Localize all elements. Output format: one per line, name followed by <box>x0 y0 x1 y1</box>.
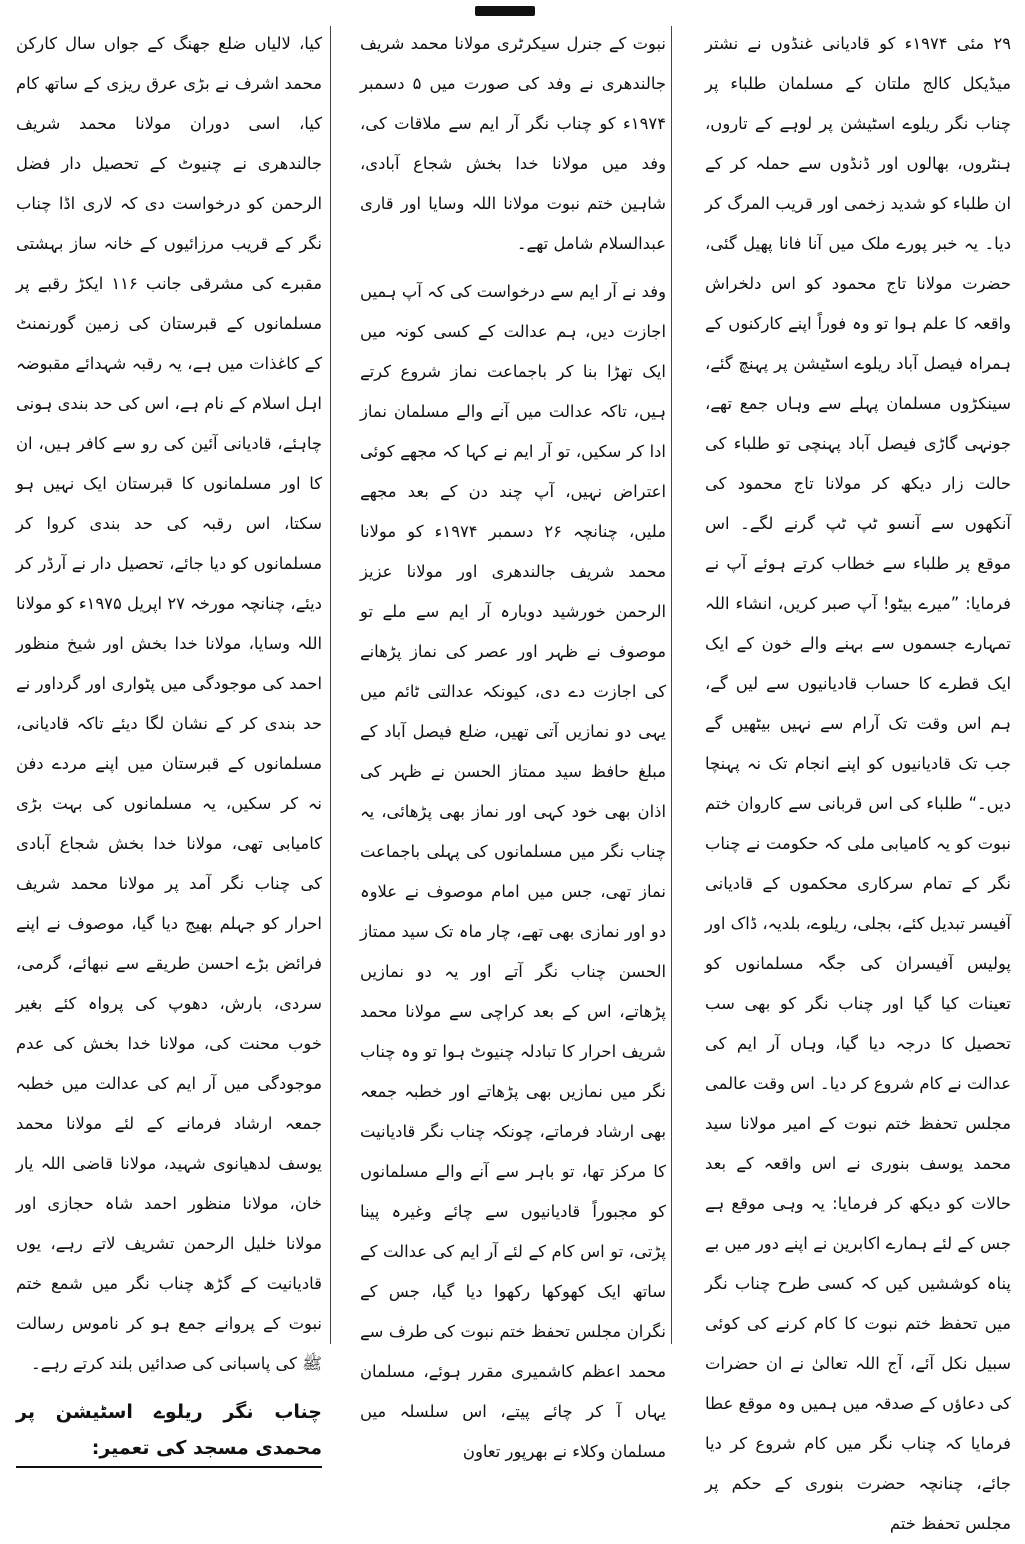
paragraph: وفد نے آر ایم سے درخواست کی کہ آپ ہمیں اجازت دیں، ہم عدالت کے کسی کونہ میں ایک تھڑا بنا کر باجماعت نماز شروع کرتے ہیں، تاکہ عدالت میں آنے والے مسلمان نماز ادا کر سکیں، تو آر ایم نے کہا کہ مجھے کوئی اعتراض نہیں، آپ چند دن کے بعد مجھے ملیں، چنانچہ ۲۶ دسمبر ۱۹۷۴ء کو مولانا محمد شریف جالندھری اور مولانا عزیز الرحمن خورشید دوبارہ آر ایم سے ملے تو موصوف نے ظہر اور عصر کی نماز پڑھانے کی اجازت دے دی، کیونکہ عدالتی ٹائم میں یہی دو نمازیں آتی تھیں، ضلع فیصل آباد کے مبلغ حافظ سید ممتاز الحسن نے ظہر کی اذان بھی خود کہی اور نماز بھی پڑھائی، یہ چناب نگر میں مسلمانوں کی پہلی باجماعت نماز تھی، جس میں امام موصوف نے علاوہ دو اور نمازی بھی تھے، چار ماہ تک سید ممتاز الحسن چناب نگر آتے اور یہ دو نمازیں پڑھاتے، اس کے بعد کراچی سے مولانا محمد شریف احرار کا تبادلہ چنیوٹ ہوا تو وہ چناب نگر میں نمازیں بھی پڑھاتے اور خطبہ جمعہ بھی ارشاد فرماتے، چونکہ چناب نگر قادیانیت کا مرکز تھا، تو باہر سے آنے والے مسلمانوں کو مجبوراً قادیانیوں سے چائے وغیرہ پینا پڑتی، تو اس کام کے لئے آر ایم کی عدالت کے ساتھ ایک کھوکھا رکھوا دیا گیا، جس کے نگران مجلس تحفظ ختم نبوت کی طرف سے محمد اعظم کاشمیری مقرر ہوئے، مسلمان یہاں آ کر چائے پیتے، اس سلسلہ میں مسلمان وکلاء نے بھرپور تعاون <box>360 282 666 1461</box>
text-column-left <box>10 24 328 1459</box>
column-divider <box>330 26 331 1344</box>
text-column-middle <box>354 24 672 1461</box>
paragraph: ۲۹ مئی ۱۹۷۴ء کو قادیانی غنڈوں نے نشتر میڈیکل کالج ملتان کے مسلمان طلباء پر چناب نگر ریلوے اسٹیشن پر لوہے کے تاروں، ہنٹروں، بھالوں اور ڈنڈوں سے حملہ کر کے ان طلباء کو شدید زخمی اور قریب المرگ کر دیا۔ یہ خبر پورے ملک میں آنا فانا پھیل گئی، حضرت مولانا تاج محمود کو اس دلخراش واقعہ کا علم ہوا تو وہ فوراً اپنے کارکنوں کے ہمراہ فیصل آباد ریلوے اسٹیشن پر پہنچ گئے، سینکڑوں مسلمان پہلے سے وہاں جمع تھے، جونہی گاڑی فیصل آباد پہنچی تو طلباء کی حالت زار دیکھ کر مولانا تاج محمود کی آنکھوں سے آنسو ٹپ ٹپ گرنے لگے۔ اس موقع پر طلباء سے خطاب کرتے ہوئے آپ نے فرمایا: ”میرے بیٹو! آپ صبر کریں، انشاء اللہ تمہارے جسموں سے بہنے والے خون کے ایک ایک قطرے کا حساب قادیانیوں سے لیں گے، ہم اس وقت تک آرام سے نہیں بیٹھیں گے جب تک قادیانیوں کو اپنے انجام تک نہ پہنچا دیں۔“ طلباء کی اس قربانی سے کاروان ختم نبوت کو یہ کامیابی ملی کہ حکومت نے چناب نگر کے تمام سرکاری محکموں کے قادیانی آفیسر تبدیل کئے، بجلی، ریلوے، بلدیہ، ڈاک اور پولیس آفیسران کی جگہ مسلمانوں کو تعینات کیا گیا اور چناب نگر کو بھی سب تحصیل کا درجہ دیا گیا، وہاں آر ایم کی عدالت نے کام شروع کر دیا۔ اس وقت عالمی مجلس تحفظ ختم نبوت کے امیر مولانا سید محمد یوسف بنوری نے اس واقعہ کے بعد حالات کو دیکھ کر فرمایا: یہ وہی موقع ہے جس کے لئے ہمارے اکابرین نے اپنے دور میں بے پناہ کوششیں کیں کہ کسی طرح چناب نگر میں تحفظ ختم نبوت کا کام کرنے کی کوئی سبیل نکل آئے، آج اللہ تعالیٰ نے ان حضرات کی دعاؤں کے صدقہ میں ہمیں وہ موقع عطا فرمایا کہ چناب نگر میں کام شروع کر دیا جائے، چنانچہ حضرت بنوری کے حکم پر مجلس تحفظ ختم <box>705 34 1011 1533</box>
section-heading: چناب نگر ریلوے اسٹیشن پر محمدی مسجد کی تعمیر: <box>16 1394 322 1468</box>
paragraph: کیا، لالیاں ضلع جھنگ کے جواں سال کارکن محمد اشرف نے بڑی عرق ریزی کے ساتھ کام کیا، اسی دوران مولانا محمد شریف جالندھری نے چنیوٹ کے تحصیل دار فضل الرحمن کو درخواست دی کہ لاری اڈا چناب نگر کے قریب مرزائیوں کے خانہ ساز بہشتی مقبرے کی مشرقی جانب ۱۱۶ ایکڑ رقبے پر مسلمانوں کے قبرستان کی زمین گورنمنٹ کے کاغذات میں ہے، یہ رقبہ شہدائے مقبوضہ اہل اسلام کے نام ہے، اس کی حد بندی ہونی چاہئے، قادیانی آئین کی رو سے کافر ہیں، ان کا اور مسلمانوں کا قبرستان ایک نہیں ہو سکتا، اس رقبہ کی حد بندی کروا کر مسلمانوں کو دیا جائے، تحصیل دار نے آرڈر کر دیئے، چنانچہ مورخہ ۲۷ اپریل ۱۹۷۵ء کو مولانا اللہ وسایا، مولانا خدا بخش اور شیخ منظور احمد کی موجودگی میں پٹواری اور گرداور نے حد بندی کر کے نشان لگا دیئے تاکہ قادیانی، مسلمانوں کے قبرستان میں اپنے مردے دفن نہ کر سکیں، یہ مسلمانوں کی بہت بڑی کامیابی تھی، مولانا خدا بخش شجاع آبادی کی چناب نگر آمد پر مولانا محمد شریف احرار کو جہلم بھیج دیا گیا، موصوف نے اپنے فرائض بڑے احسن طریقے سے نبھائے، گرمی، سردی، بارش، دھوپ کی پرواہ کئے بغیر خوب محنت کی، مولانا خدا بخش کی عدم موجودگی میں آر ایم کی عدالت میں خطبہ جمعہ ارشاد فرمانے کے لئے مولانا محمد یوسف لدھیانوی شہید، مولانا قاضی اللہ یار خان، مولانا منظور احمد شاہ حجازی اور مولانا خلیل الرحمن تشریف لاتے رہے، یوں قادیانیت کے گڑھ چناب نگر میں شمع ختم نبوت کے پروانے جمع ہو کر ناموس رسالت ﷺ کی پاسبانی کی صدائیں بلند کرتے رہے۔ <box>15 34 322 1373</box>
text-column-right <box>699 24 1017 1533</box>
paragraph: نبوت کے جنرل سیکرٹری مولانا محمد شریف جالندھری نے وفد کی صورت میں ۵ دسمبر ۱۹۷۴ء کو چناب نگر آر ایم سے ملاقات کی، وفد میں مولانا خدا بخش شجاع آبادی، شاہین ختم نبوت مولانا اللہ وسایا اور قاری عبدالسلام شامل تھے۔ <box>360 34 666 253</box>
top-ornament <box>475 6 535 16</box>
